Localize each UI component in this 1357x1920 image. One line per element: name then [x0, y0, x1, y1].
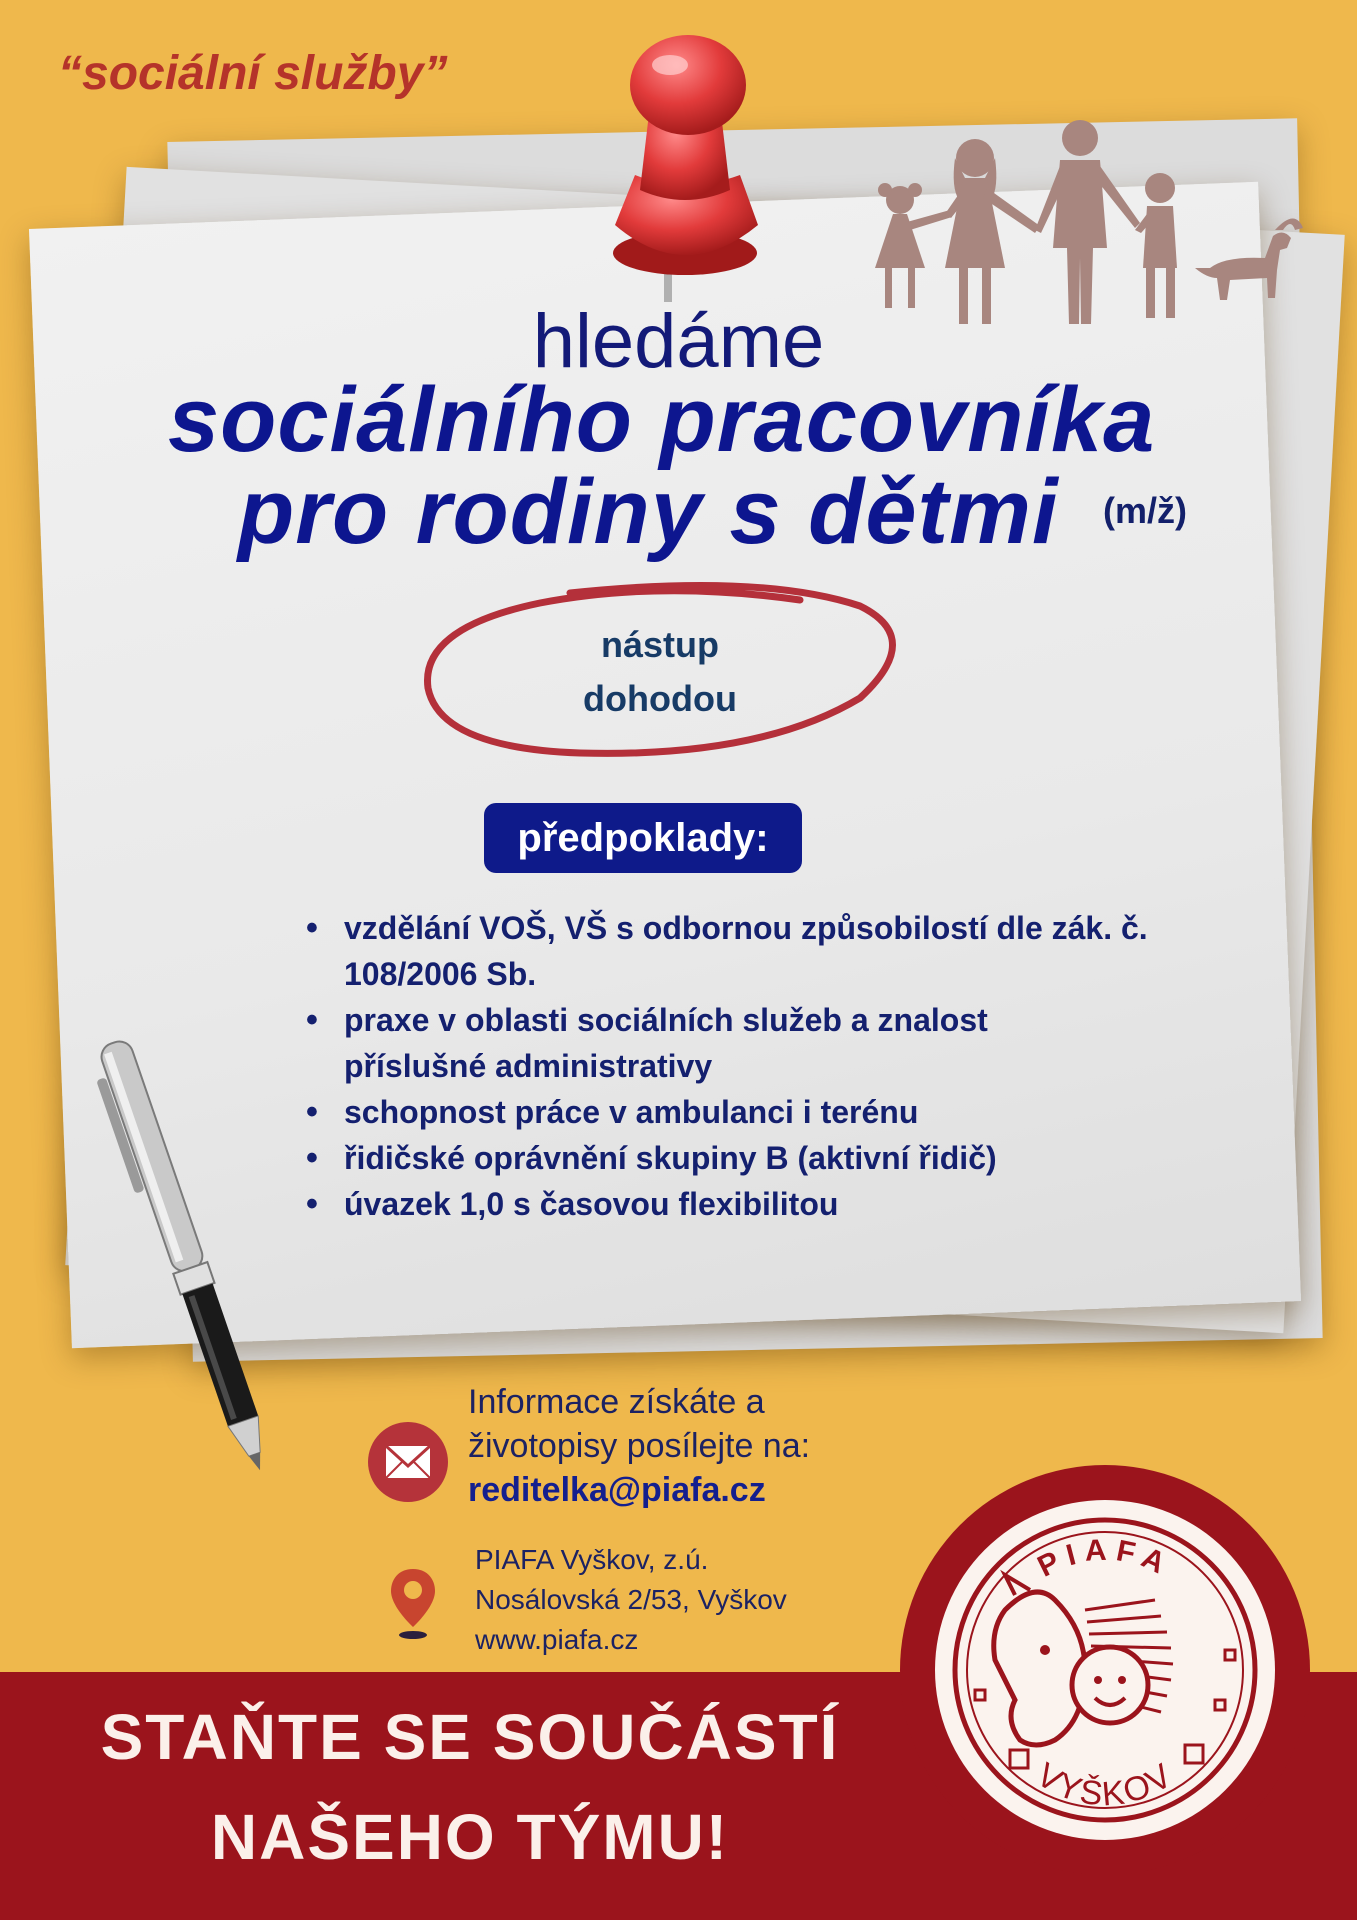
contact-line-2: životopisy posílejte na:: [468, 1427, 811, 1465]
start-date: [520, 618, 800, 726]
website-link[interactable]: www.piafa.cz: [475, 1624, 639, 1655]
list-item: • úvazek 1,0 s časovou flexibilitou: [300, 1181, 1260, 1227]
pen-icon: [88, 1020, 288, 1490]
start-line-2: dohodou: [583, 678, 737, 719]
email-link[interactable]: reditelka@piafa.cz: [468, 1471, 766, 1509]
list-item: • řidičské oprávnění skupiny B (aktivní řidič): [300, 1135, 1260, 1181]
logo: [935, 1500, 1275, 1840]
start-line-1: nástup: [600, 624, 719, 665]
list-item: • vzdělání VOŠ, VŠ s odbornou způsobilostí dle zák. č. 108/2006 Sb.: [300, 905, 1260, 997]
logo-text-bottom: VYŠKOV: [1029, 1755, 1181, 1814]
requirements-heading: předpoklady:: [484, 803, 802, 873]
tagline: “sociální služby”: [58, 47, 448, 100]
push-pin-icon: [590, 25, 790, 315]
headline-intro: hledáme: [532, 299, 825, 384]
family-icon: [855, 118, 1310, 328]
address-street: Nosálovská 2/53, Vyškov: [475, 1584, 787, 1615]
cta-line-1: STAŇTE SE SOUČÁSTÍ: [100, 1701, 840, 1773]
headline-position: sociálního pracovníka: [168, 369, 1156, 471]
address-block: [475, 1540, 787, 1660]
logo-text-top: PIAFA: [1032, 1533, 1178, 1584]
headline-target-group: pro rodiny s dětmi: [238, 461, 1059, 563]
list-item: • schopnost práce v ambulanci i terénu: [300, 1089, 1260, 1135]
list-item: • praxe v oblasti sociálních služeb a znalost příslušné administrativy: [300, 997, 1124, 1089]
contact-info: [468, 1380, 810, 1512]
contact-line-1: Informace získáte a: [468, 1383, 765, 1421]
mail-icon: [368, 1422, 448, 1502]
requirements-list: [300, 905, 1260, 1227]
gender-note: (m/ž): [1103, 490, 1187, 531]
address-org: PIAFA Vyškov, z.ú.: [475, 1544, 709, 1575]
location-pin-icon: [388, 1565, 438, 1641]
cta-line-2: NAŠEHO TÝMU!: [210, 1801, 730, 1873]
svg-text:VYŠKOV: [1030, 1756, 1180, 1814]
